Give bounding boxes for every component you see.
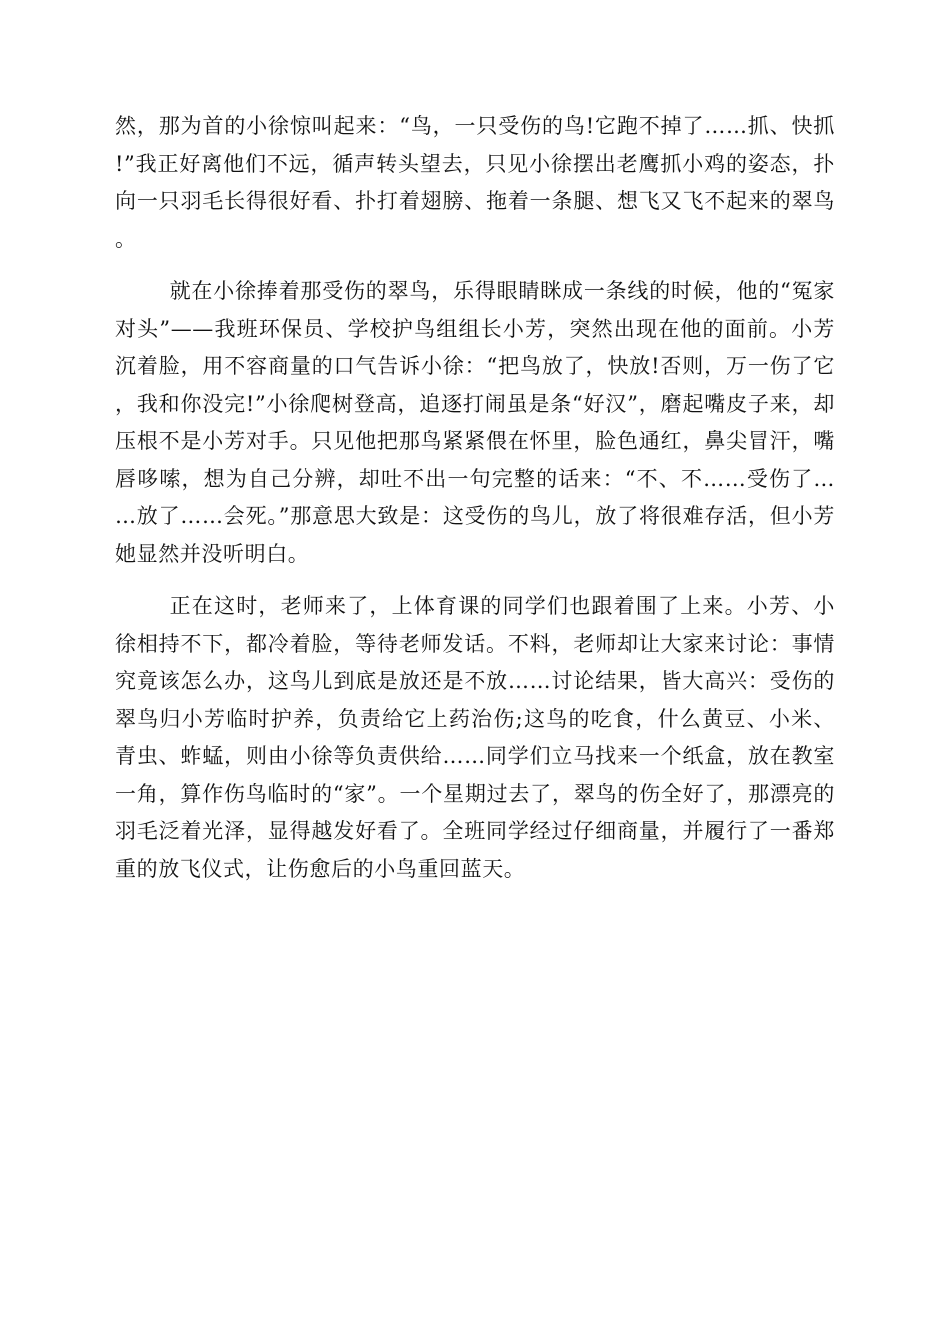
- paragraph-3: 正在这时，老师来了，上体育课的同学们也跟着围了上来。小芳、小徐相持不下，都冷着脸，等待老师发话。不料，老师却让大家来讨论：事情究竟该怎么办，这鸟儿到底是放还是不放……讨论结果，皆大高兴：受伤的翠鸟归小芳临时护养，负责给它上药治伤;这鸟的吃食，什么黄豆、小米、青虫、蚱蜢，则由小徐等负责供给……同学们立马找来一个纸盒，放在教室一角，算作伤鸟临时的“家”。一个星期过去了，翠鸟的伤全好了，那漂亮的羽毛泛着光泽，显得越发好看了。全班同学经过仔细商量，并履行了一番郑重的放飞仪式，让伤愈后的小鸟重回蓝天。: [115, 594, 835, 881]
- paragraph-1: 然，那为首的小徐惊叫起来：“鸟，一只受伤的鸟!它跑不掉了……抓、快抓!”我正好离他们不远，循声转头望去，只见小徐摆出老鹰抓小鸡的姿态，扑向一只羽毛长得很好看、扑打着翅膀、拖着一条腿、想飞又飞不起来的翠鸟。: [115, 114, 835, 251]
- paragraph-2: 就在小徐捧着那受伤的翠鸟，乐得眼睛眯成一条线的时候，他的“冤家对头”——我班环保员、学校护鸟组组长小芳，突然出现在他的面前。小芳沉着脸，用不容商量的口气告诉小徐：“把鸟放了，快放!否则，万一伤了它，我和你没完!”小徐爬树登高，追逐打闹虽是条“好汉”，磨起嘴皮子来，却压根不是小芳对手。只见他把那鸟紧紧偎在怀里，脸色通红，鼻尖冒汗，嘴唇哆嗦，想为自己分辨，却吐不出一句完整的话来：“不、不……受伤了……放了……会死。”那意思大致是：这受伤的鸟儿，放了将很难存活，但小芳她显然并没听明白。: [115, 279, 835, 566]
- document-page: [115, 108, 835, 888]
